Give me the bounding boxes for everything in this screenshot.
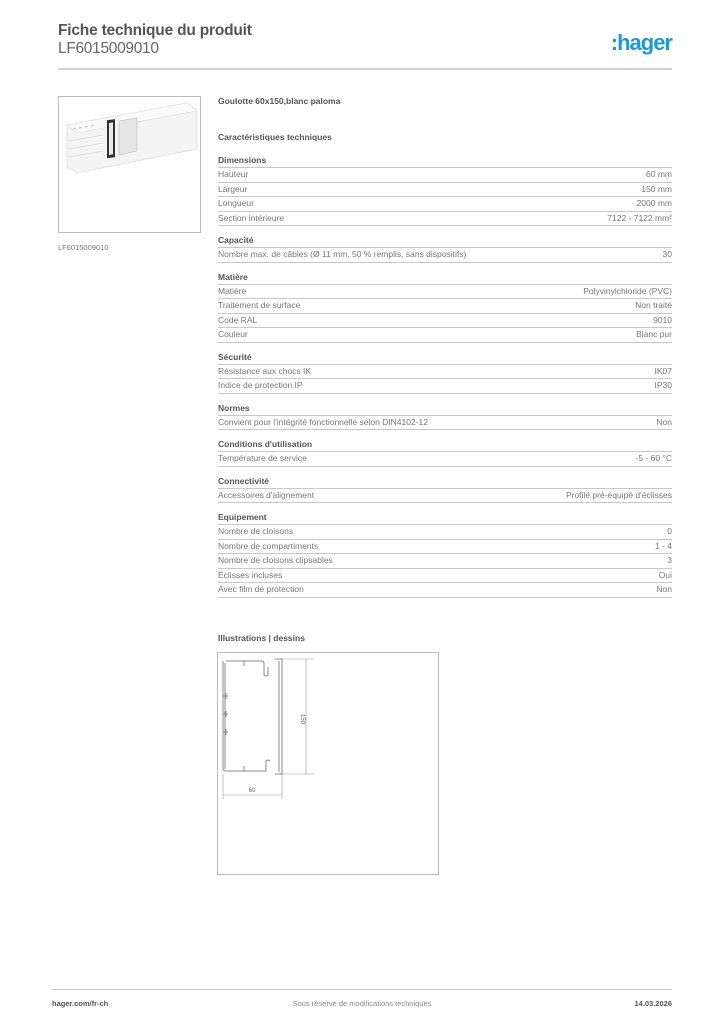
spec-value: 150 mm xyxy=(641,183,672,194)
spec-value: Non xyxy=(656,584,672,594)
footer-website-link[interactable]: hager.com/fr-ch xyxy=(52,999,109,1008)
spec-row xyxy=(218,569,672,584)
spec-row xyxy=(218,285,672,300)
spec-value: 30 xyxy=(662,249,672,259)
group-title: Capacité xyxy=(218,234,672,248)
group-dimensions xyxy=(218,154,672,226)
spec-row xyxy=(218,540,672,555)
hager-logo: :hager xyxy=(610,30,672,55)
spec-row xyxy=(218,416,672,431)
spec-value: IP30 xyxy=(654,380,672,390)
group-title: Normes xyxy=(218,402,672,416)
spec-label: Couleur xyxy=(218,329,248,339)
page-header xyxy=(58,22,672,58)
spec-value: 60 mm xyxy=(646,169,672,179)
cable-trunking-icon xyxy=(59,97,201,233)
footer-divider xyxy=(52,989,672,990)
spec-row xyxy=(218,314,672,329)
spec-label: Nombre max. de câbles (Ø 11 mm, 50 % remplis, sans dispositifs) xyxy=(218,249,467,259)
spec-value: 3 xyxy=(667,555,672,565)
group-conditions xyxy=(218,438,672,467)
spec-label: Largeur xyxy=(218,183,248,194)
spec-row xyxy=(218,379,672,394)
spec-row xyxy=(218,212,672,227)
product-image-caption: LF6015009010 xyxy=(58,243,109,252)
spec-row xyxy=(218,554,672,569)
group-title: Matière xyxy=(218,271,672,285)
spec-label: Indice de protection IP xyxy=(218,380,303,390)
spec-value: 2000 mm xyxy=(636,198,672,208)
footer-date: 14.03.2026 xyxy=(634,999,672,1008)
spec-label: Nombre de cloisons xyxy=(218,526,294,536)
spec-label: Nombre de compartiments xyxy=(218,540,319,551)
spec-label: Convient pour l'intégrité fonctionnelle selon DIN4102-12 xyxy=(218,416,429,427)
spec-label: Matière xyxy=(218,285,247,296)
group-capacite xyxy=(218,234,672,263)
group-normes xyxy=(218,402,672,431)
spec-value: 9010 xyxy=(653,314,672,325)
group-matiere xyxy=(218,271,672,343)
group-securite xyxy=(218,351,672,394)
spec-row xyxy=(218,299,672,314)
spec-label: Avec film de protection xyxy=(218,584,304,594)
spec-row xyxy=(218,168,672,183)
spec-row xyxy=(218,197,672,212)
group-connectivite xyxy=(218,475,672,504)
product-reference: LF6015009010 xyxy=(58,40,159,57)
illustrations-title: Illustrations | dessins xyxy=(218,633,305,643)
spec-label: Code RAL xyxy=(218,314,258,325)
spec-label: Traitement de surface xyxy=(218,300,301,310)
spec-row xyxy=(218,525,672,540)
width-dimension-label: 60 xyxy=(248,788,256,794)
spec-value: -5 - 60 °C xyxy=(635,453,672,463)
spec-label: Accessoires d'alignement xyxy=(218,489,315,500)
group-title: Sécurité xyxy=(218,351,672,365)
spec-row xyxy=(218,365,672,380)
footer-notice: Sous réserve de modifications techniques xyxy=(292,999,432,1008)
header-divider xyxy=(58,68,672,70)
spec-value: 1 - 4 xyxy=(654,540,672,551)
cross-section-drawing-icon xyxy=(218,653,440,876)
spec-value: IK07 xyxy=(654,365,672,376)
spec-value: Blanc pur xyxy=(636,329,672,339)
spec-label: Résistance aux chocs IK xyxy=(218,365,312,376)
group-title: Conditions d'utilisation xyxy=(218,438,672,452)
group-equipement xyxy=(218,511,672,598)
technical-drawing xyxy=(217,652,439,875)
spec-row xyxy=(218,489,672,504)
spec-value: 0 xyxy=(667,526,672,536)
spec-value: 7122 - 7122 mm² xyxy=(607,212,672,223)
group-title: Equipement xyxy=(218,511,672,525)
spec-label: Longueur xyxy=(218,198,254,208)
spec-label: Éclisses incluses xyxy=(218,569,283,580)
spec-row xyxy=(218,583,672,598)
spec-heading: Caractéristiques techniques xyxy=(218,132,332,142)
spec-label: Température de service xyxy=(218,453,307,463)
specifications xyxy=(218,96,672,606)
document-title: Fiche technique du produit xyxy=(58,22,252,39)
spec-row xyxy=(218,248,672,263)
spec-row xyxy=(218,328,672,343)
product-name: Goulotte 60x150,blanc paloma xyxy=(218,96,341,106)
spec-value: Profilé pré-équipé d'éclisses xyxy=(565,489,672,500)
product-image xyxy=(58,96,201,233)
group-title: Dimensions xyxy=(218,154,672,168)
spec-label: Hauteur xyxy=(218,169,249,179)
spec-value: Non traité xyxy=(635,300,672,310)
spec-value: Polyvinylchloride (PVC) xyxy=(583,285,672,296)
spec-value: Non xyxy=(656,416,672,427)
spec-value: Oui xyxy=(658,569,672,580)
group-title: Connectivité xyxy=(218,475,672,489)
height-dimension-label: 150 xyxy=(299,713,305,725)
spec-label: Section intérieure xyxy=(218,212,285,223)
spec-row xyxy=(218,452,672,467)
spec-label: Nombre de cloisons clipsables xyxy=(218,555,333,565)
spec-row xyxy=(218,183,672,198)
